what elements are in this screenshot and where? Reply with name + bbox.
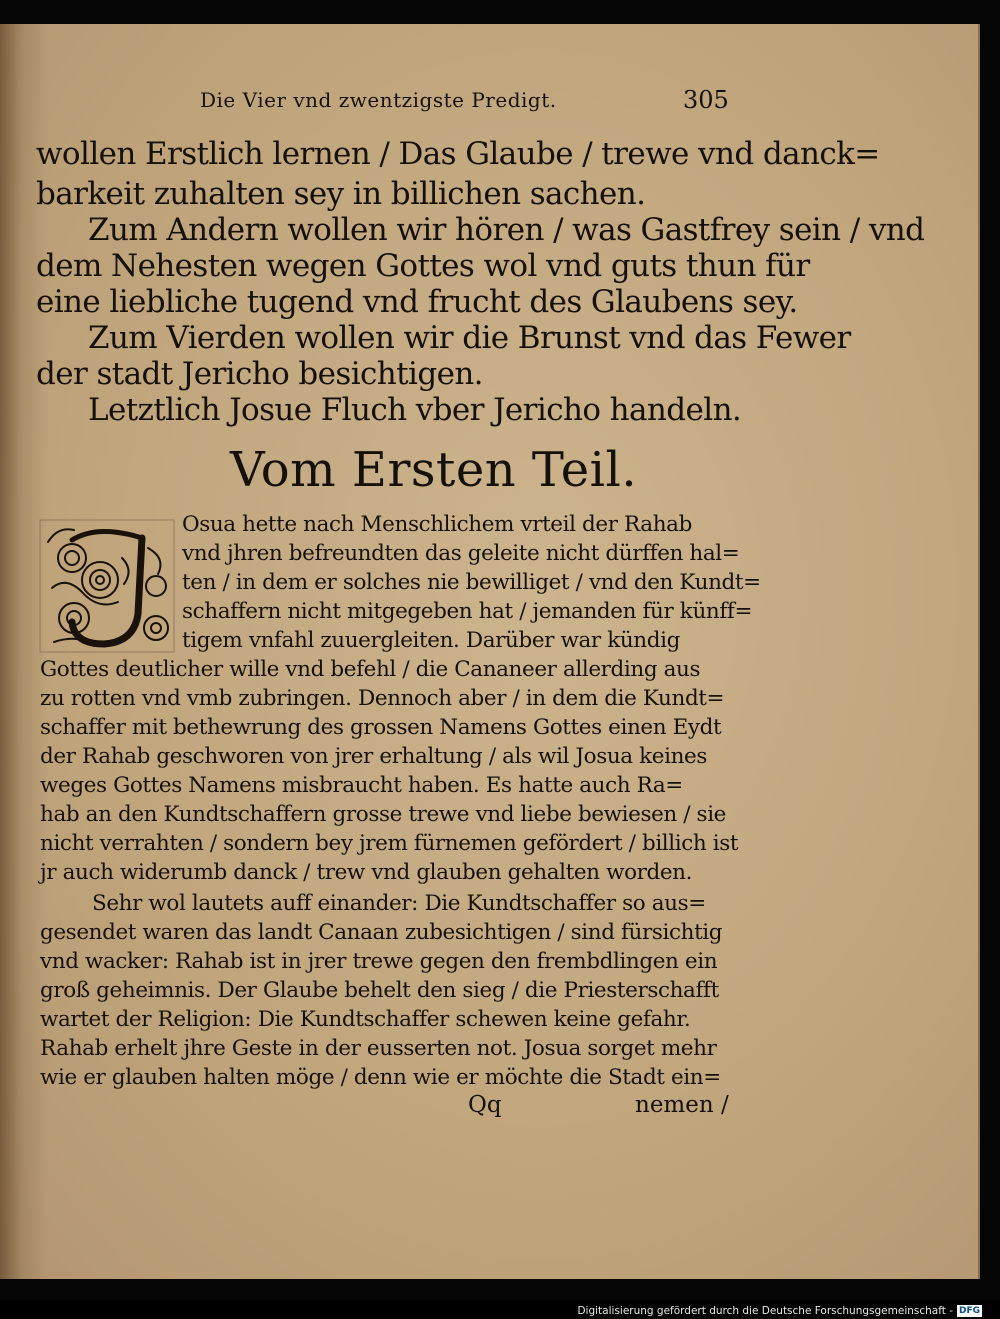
catchword: nemen / [635,1092,729,1118]
paragraph-line: vnd wacker: Rahab ist in jrer trewe gegen den frembdlingen ein [40,949,718,974]
ornamental-initial-j-icon [38,518,176,654]
intro-line: barkeit zuhalten sey in billichen sachen. [36,176,646,212]
paragraph-line: weges Gottes Namens misbraucht haben. Es hatte auch Ra= [40,773,683,798]
paragraph-line: groß geheimnis. Der Glaube behelt den sieg / die Priesterschafft [40,978,719,1003]
paragraph-line: zu rotten vnd vmb zubringen. Dennoch aber / in dem die Kundt= [40,686,725,711]
paragraph-line: jr auch widerumb danck / trew vnd glauben gehalten worden. [40,860,693,885]
paragraph-line: nicht verrahten / sondern bey jrem fürnemen gefördert / billich ist [40,831,739,856]
running-head: Die Vier vnd zwentzigste Predigt. [200,88,557,112]
intro-line: eine liebliche tugend vnd frucht des Glaubens sey. [36,284,798,320]
paragraph-line: schaffern nicht mitgegeben hat / jemanden für künff= [182,599,753,624]
paragraph-line: wartet der Religion: Die Kundtschaffer schewen keine gefahr. [40,1007,691,1032]
paragraph-line: der Rahab geschworen von jrer erhaltung / als wil Josua keines [40,744,707,769]
intro-line: Letztlich Josue Fluch vber Jericho handeln. [88,392,742,428]
footer-credit-text: Digitalisierung gefördert durch die Deutsche Forschungsgemeinschaft - [577,1305,953,1317]
paragraph-line: Sehr wol lautets auff einander: Die Kundtschaffer so aus= [92,891,706,916]
paragraph-line: tigem vnfahl zuuergleiten. Darüber war kündig [182,628,680,653]
section-title: Vom Ersten Teil. [230,442,638,498]
paragraph-line: ten / in dem er solches nie bewilliget / vnd den Kundt= [182,570,761,595]
book-page [0,24,980,1279]
footer-credit [577,1304,982,1318]
dfg-logo-icon[interactable]: DFG [958,1306,980,1316]
paragraph-line: Gottes deutlicher wille vnd befehl / die Cananeer allerding aus [40,657,701,682]
paragraph-line: Rahab erhelt jhre Geste in der eusserten not. Josua sorget mehr [40,1036,717,1061]
paragraph-line: wie er glauben halten möge / denn wie er möchte die Stadt ein= [40,1065,721,1090]
paragraph-line: hab an den Kundtschaffern grosse trewe vnd liebe bewiesen / sie [40,802,726,827]
intro-line: wollen Erstlich lernen / Das Glaube / trewe vnd danck= [36,136,880,172]
paragraph-line: Osua hette nach Menschlichem vrteil der Rahab [182,512,692,537]
signature-mark: Qq [468,1092,502,1118]
intro-line: dem Nehesten wegen Gottes wol vnd guts thun für [36,248,810,284]
intro-line: der stadt Jericho besichtigen. [36,356,483,392]
paragraph-line: schaffer mit bethewrung des grossen Namens Gottes einen Eydt [40,715,722,740]
intro-line: Zum Vierden wollen wir die Brunst vnd das Fewer [88,320,851,356]
intro-line: Zum Andern wollen wir hören / was Gastfrey sein / vnd [88,212,925,248]
page-number: 305 [683,86,729,114]
paragraph-line: gesendet waren das landt Canaan zubesichtigen / sind fürsichtig [40,920,723,945]
paragraph-line: vnd jhren befreundten das geleite nicht dürffen hal= [182,541,740,566]
